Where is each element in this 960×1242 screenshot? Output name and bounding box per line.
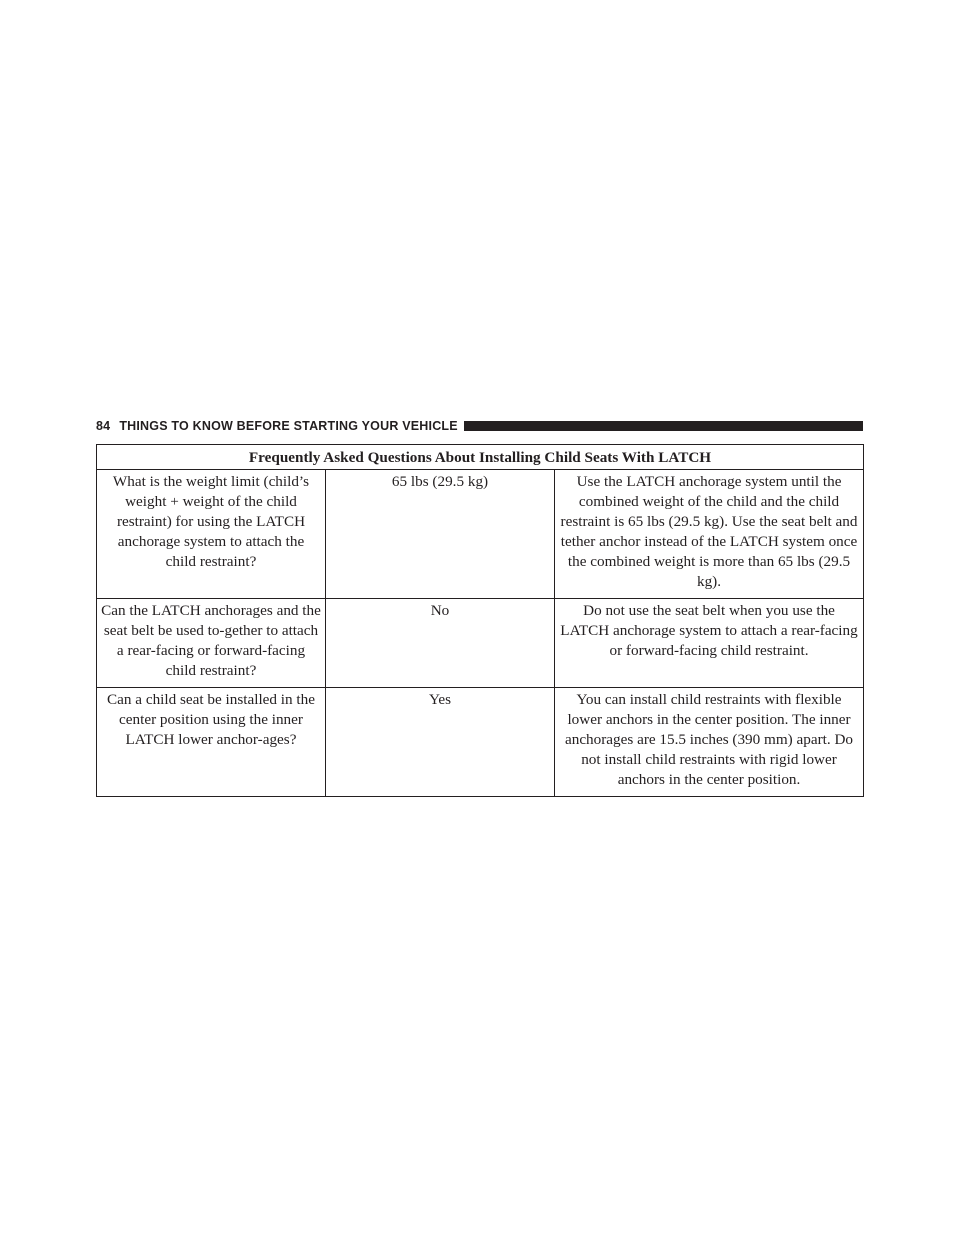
section-title: THINGS TO KNOW BEFORE STARTING YOUR VEHICLE [119, 419, 458, 433]
table-row [97, 688, 864, 797]
question-cell: Can a child seat be installed in the center position using the inner LATCH lower anchor-ages? [97, 688, 326, 797]
answer-cell: Yes [326, 688, 555, 797]
question-cell: What is the weight limit (child’s weight + weight of the child restraint) for using the LATCH anchorage system to attach the child restraint? [97, 470, 326, 599]
faq-table [96, 444, 864, 797]
table-title: Frequently Asked Questions About Installing Child Seats With LATCH [97, 445, 864, 470]
table-row [97, 599, 864, 688]
table-row [97, 470, 864, 599]
details-cell: Use the LATCH anchorage system until the combined weight of the child and the child restraint is 65 lbs (29.5 kg). Use the seat belt and tether anchor instead of the LATCH system once the combined weight is more than 65 lbs (29.5 kg). [555, 470, 864, 599]
header-rule [464, 421, 863, 431]
question-cell: Can the LATCH anchorages and the seat belt be used to-gether to attach a rear-facing or forward-facing child restraint? [97, 599, 326, 688]
page-number: 84 [96, 419, 111, 433]
details-cell: Do not use the seat belt when you use the LATCH anchorage system to attach a rear-facing or forward-facing child restraint. [555, 599, 864, 688]
answer-cell: 65 lbs (29.5 kg) [326, 470, 555, 599]
details-cell: You can install child restraints with flexible lower anchors in the center position. The inner anchorages are 15.5 inches (390 mm) apart. Do not install child restraints with rigid lower anchors in the center position. [555, 688, 864, 797]
page-header [96, 418, 863, 434]
answer-cell: No [326, 599, 555, 688]
